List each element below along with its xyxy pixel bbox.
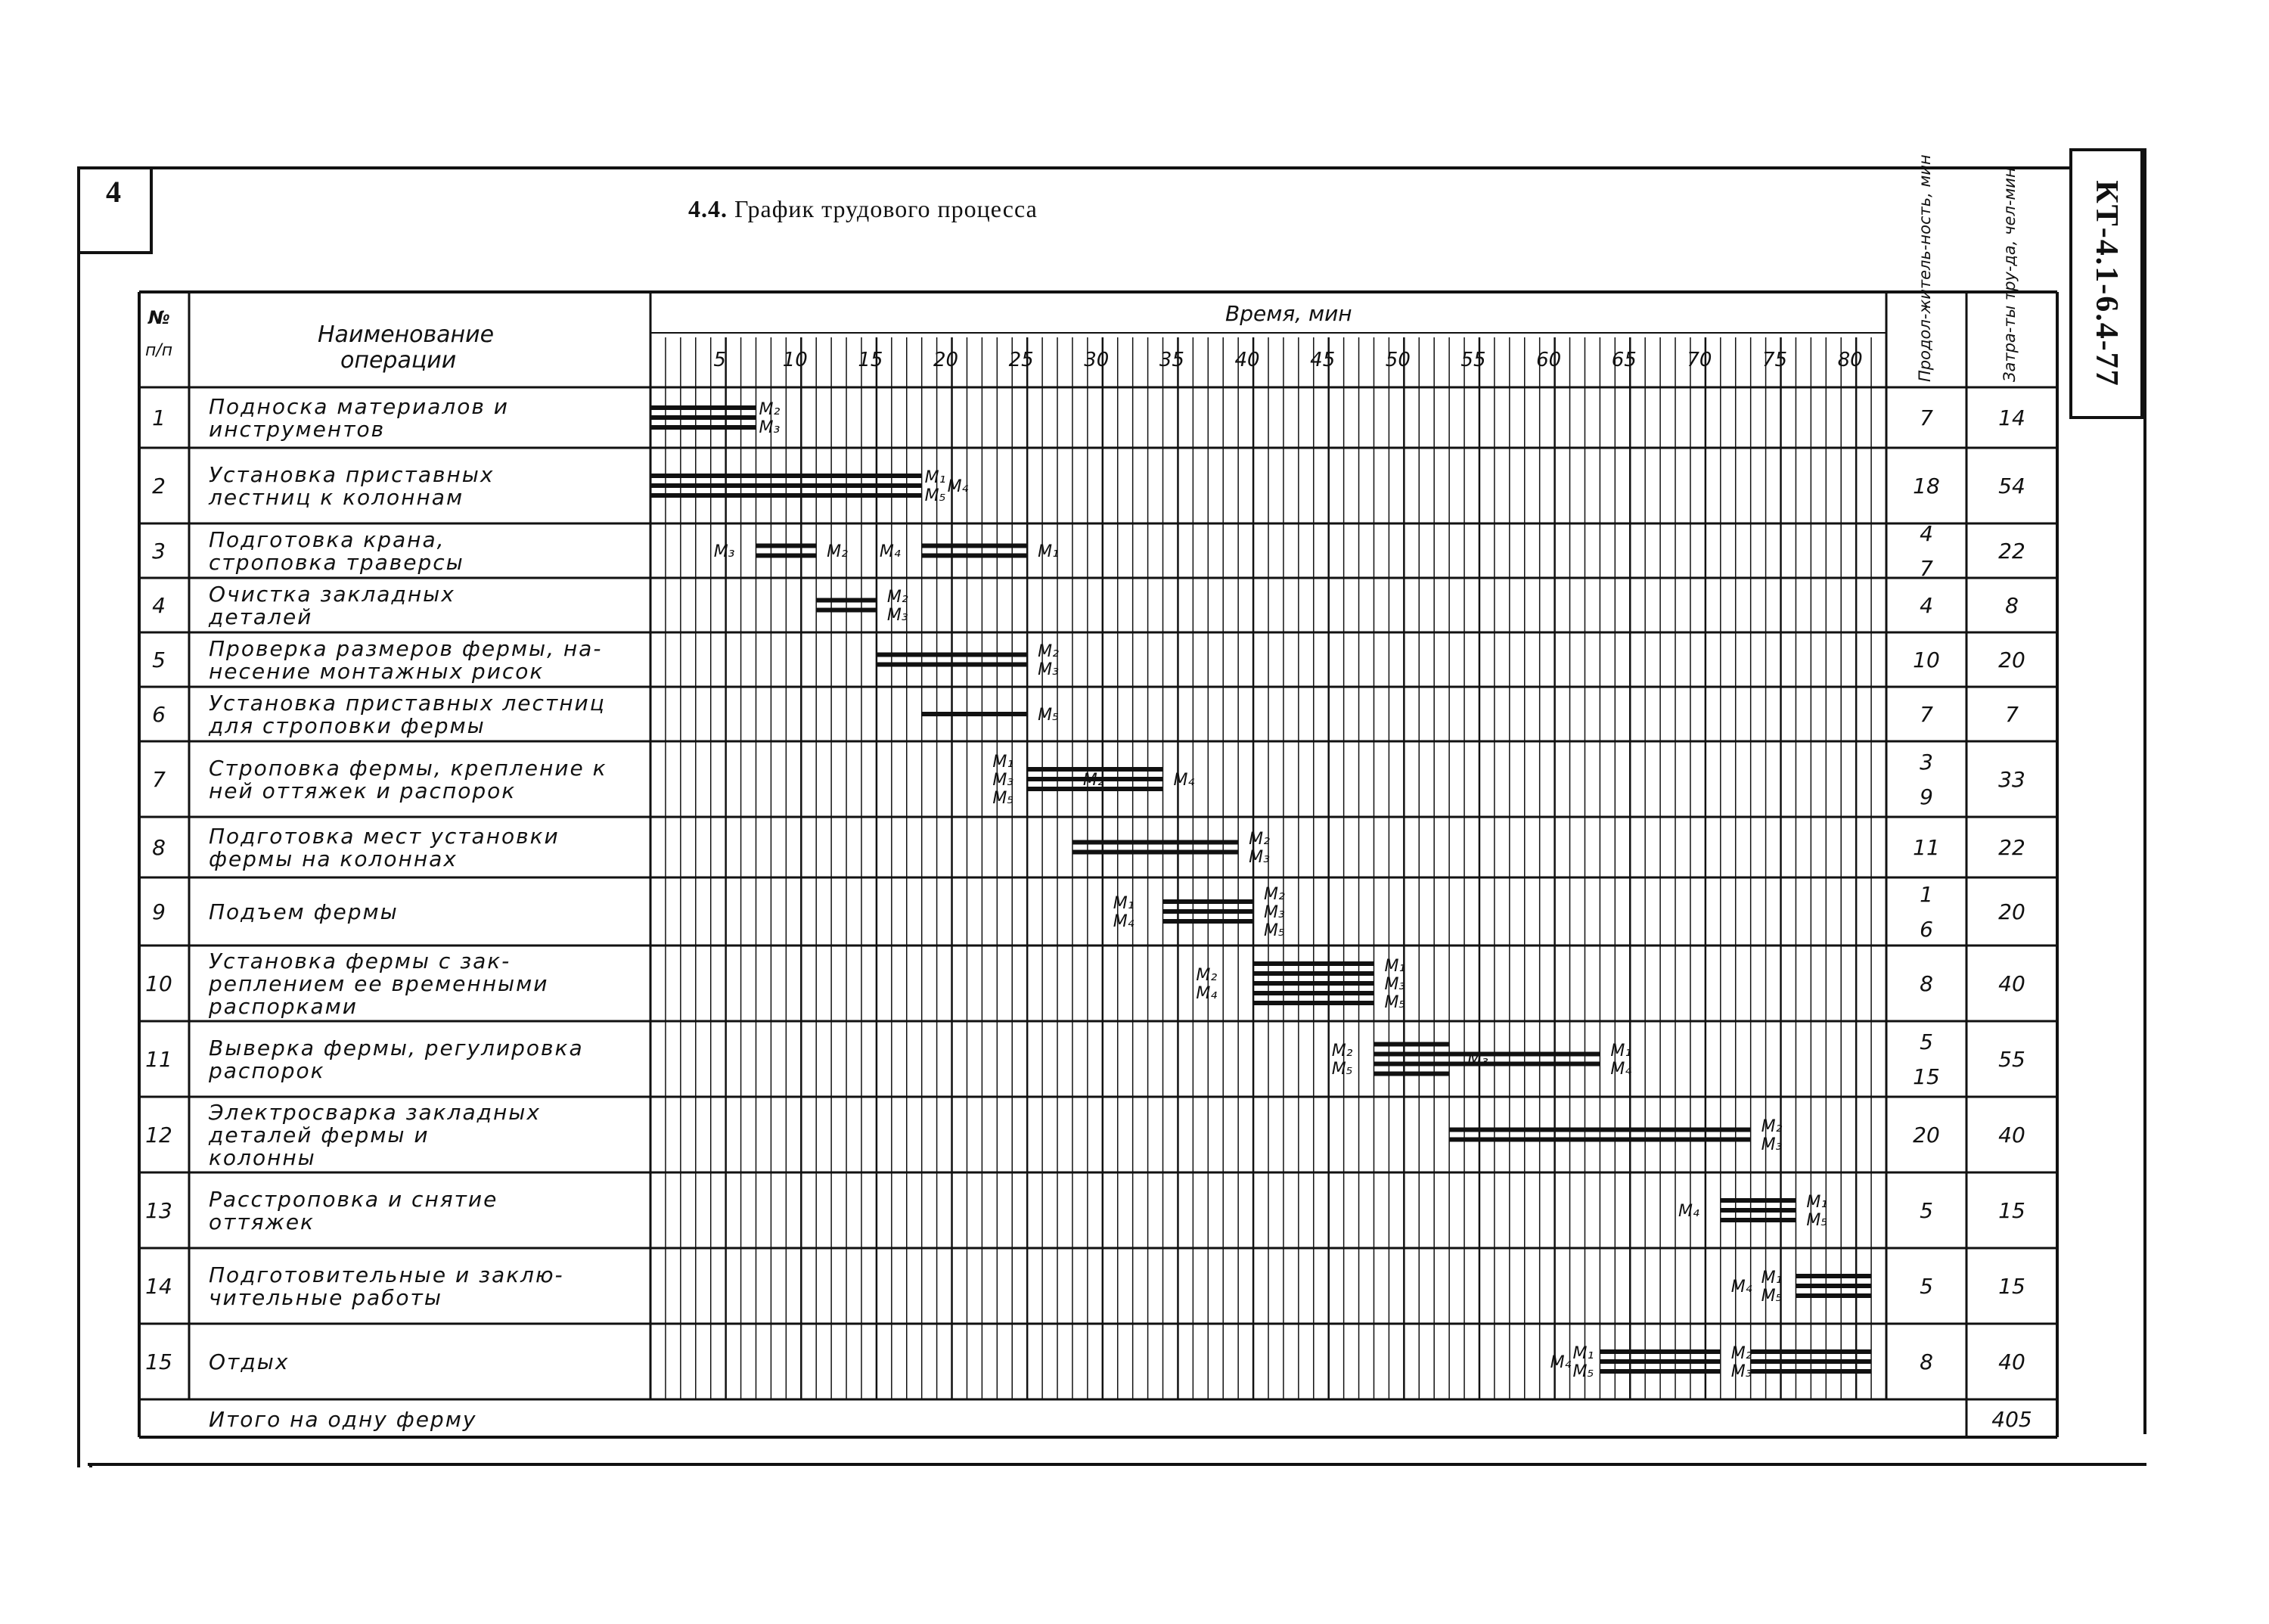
work-bar [877, 653, 1027, 657]
duration-value: 7 [1920, 702, 1933, 727]
work-bar [1253, 971, 1374, 976]
tick-label: 65 [1611, 349, 1637, 371]
worker-label: M₄ [947, 477, 969, 496]
total-label: Итого на одну ферму [209, 1407, 477, 1432]
worker-label: M₄ [1196, 984, 1218, 1003]
tick-label: 20 [933, 349, 959, 371]
labor-value: 40 [1998, 971, 2025, 996]
tick-label: 40 [1234, 349, 1260, 371]
worker-label: M₅ [1264, 921, 1285, 940]
header-name-line2: операции [340, 347, 457, 374]
worker-label: M₅ [1038, 706, 1059, 725]
worker-label: M₄ [1610, 1060, 1632, 1079]
work-bar [922, 544, 1027, 548]
work-bar [1721, 1198, 1796, 1203]
operation-name: Подноска материалов и [209, 394, 509, 419]
work-bar [1751, 1349, 1871, 1354]
operation-name: колонны [209, 1145, 316, 1170]
worker-label: M₅ [1384, 993, 1406, 1012]
operation-name: распорками [209, 994, 358, 1019]
operation-name: для строповки фермы [209, 713, 486, 738]
work-bar [650, 405, 756, 410]
worker-label: M₁ [1572, 1344, 1594, 1363]
worker-label: M₅ [992, 789, 1014, 808]
operation-name: Строповка фермы, крепление к [209, 756, 607, 781]
row-number: 1 [152, 405, 166, 430]
work-bar [1600, 1359, 1720, 1364]
operation-name: несение монтажных рисок [209, 659, 545, 684]
header-duration: Продол-житель-ность, мин [1916, 154, 1934, 382]
worker-label: M₂ [1082, 771, 1104, 790]
worker-label: M₂ [827, 542, 848, 561]
worker-label: M₅ [1331, 1060, 1353, 1079]
worker-label: M₁ [924, 468, 946, 487]
operation-name: Подготовительные и заклю- [209, 1262, 564, 1287]
duration-value: 4 [1920, 521, 1933, 546]
work-bar [1721, 1218, 1796, 1222]
operation-name: Подготовка мест установки [209, 824, 560, 849]
worker-label: M₁ [1806, 1193, 1828, 1212]
duration-value: 3 [1920, 750, 1933, 775]
tick-label: 30 [1084, 349, 1110, 371]
work-bar [650, 425, 756, 430]
operation-name: Установка приставных лестниц [209, 691, 606, 716]
operation-name: чительные работы [209, 1285, 442, 1310]
duration-value: 8 [1920, 1349, 1933, 1374]
labor-value: 15 [1998, 1274, 2025, 1299]
worker-label: M₂ [886, 588, 908, 607]
header-time-label: Время, мин [1225, 301, 1352, 326]
header-name-line1: Наименование [318, 321, 495, 348]
worker-label: M₃ [759, 418, 781, 437]
worker-label: M₁ [992, 753, 1014, 772]
duration-value: 11 [1913, 835, 1940, 860]
work-bar [650, 493, 922, 498]
duration-value: 6 [1920, 917, 1933, 942]
row-number: 4 [152, 593, 166, 618]
work-bar [1751, 1369, 1871, 1374]
operation-name: реплением ее временными [209, 971, 549, 996]
row-number: 14 [145, 1274, 172, 1299]
duration-value: 5 [1920, 1198, 1933, 1223]
tick-label: 25 [1008, 349, 1034, 371]
title-number: 4.4. [688, 195, 728, 222]
worker-label: M₄ [1678, 1202, 1699, 1221]
worker-label: M₁ [1761, 1268, 1783, 1287]
work-bar [1253, 1001, 1374, 1005]
work-bar [756, 554, 816, 558]
labor-value: 55 [1998, 1047, 2025, 1072]
worker-label: M₃ [1384, 975, 1406, 994]
row-number: 8 [152, 835, 166, 860]
labor-value: 7 [2005, 702, 2019, 727]
worker-label: M₃ [1761, 1135, 1783, 1154]
labor-value: 22 [1998, 835, 2025, 860]
labor-value: 40 [1998, 1349, 2025, 1374]
work-bar [1600, 1349, 1720, 1354]
row-number: 13 [145, 1198, 172, 1223]
duration-value: 7 [1920, 405, 1933, 430]
work-bar [1721, 1208, 1796, 1213]
duration-value: 1 [1920, 882, 1933, 907]
work-bar [1374, 1052, 1449, 1057]
work-bar [1253, 991, 1374, 995]
worker-label: M₃ [1264, 903, 1285, 922]
page-number: 4 [77, 169, 153, 254]
work-bar [1253, 961, 1374, 966]
worker-label: M₁ [1038, 542, 1059, 561]
worker-label: M₃ [1038, 660, 1059, 679]
labor-value: 54 [1998, 474, 2025, 498]
work-bar [922, 554, 1027, 558]
operation-name: Отдых [209, 1349, 290, 1374]
operation-name: Электросварка закладных [209, 1100, 541, 1125]
tick-label: 15 [858, 349, 883, 371]
work-bar [1072, 840, 1238, 845]
tick-label: 75 [1762, 349, 1788, 371]
row-number: 9 [152, 899, 166, 924]
work-bar [1374, 1062, 1449, 1067]
labor-value: 22 [1998, 539, 2025, 564]
operation-name: Расстроповка и снятие [209, 1187, 498, 1212]
total-labor: 405 [1991, 1407, 2032, 1432]
worker-label: M₃ [1249, 848, 1270, 867]
row-number: 6 [152, 702, 166, 727]
work-bar [1796, 1293, 1871, 1298]
operation-name: оттяжек [209, 1209, 315, 1234]
row-number: 12 [145, 1123, 172, 1147]
work-bar [1449, 1138, 1751, 1142]
worker-label: M₄ [1173, 771, 1195, 790]
work-bar [756, 544, 816, 548]
operation-name: Подготовка крана, [209, 527, 445, 552]
work-bar [1238, 919, 1253, 924]
work-bar [922, 712, 1027, 716]
labor-value: 33 [1998, 767, 2025, 792]
row-number: 7 [152, 767, 166, 792]
worker-label: M₂ [1249, 830, 1270, 849]
tick-label: 60 [1536, 349, 1562, 371]
operation-name: Проверка размеров фермы, на- [209, 636, 603, 661]
worker-label: M₃ [1730, 1362, 1752, 1381]
worker-label: M₁ [1610, 1042, 1632, 1060]
worker-label: M₂ [1038, 642, 1059, 661]
operation-name: деталей фермы и [209, 1123, 430, 1147]
header-num: № [148, 307, 170, 328]
work-bar [816, 608, 877, 613]
duration-value: 18 [1913, 474, 1940, 498]
work-bar [1796, 1284, 1871, 1288]
work-bar [1238, 899, 1253, 904]
row-number: 10 [145, 971, 172, 996]
worker-label: M₂ [1730, 1344, 1752, 1363]
worker-label: M₄ [1730, 1278, 1752, 1296]
row-number: 3 [152, 539, 166, 564]
labor-value: 20 [1998, 647, 2025, 672]
tick-label: 10 [782, 349, 808, 371]
worker-label: M₂ [1761, 1117, 1783, 1136]
work-bar [650, 415, 756, 420]
tick-label: 80 [1837, 349, 1863, 371]
duration-value: 4 [1920, 593, 1933, 618]
worker-label: M₄ [879, 542, 901, 561]
document-code: КТ-4.1-6.4-77 [2089, 180, 2124, 387]
worker-label: M₄ [1550, 1353, 1572, 1372]
duration-value: 5 [1920, 1274, 1933, 1299]
worker-label: M₃ [886, 606, 908, 625]
tick-label: 50 [1385, 349, 1411, 371]
duration-value: 5 [1920, 1029, 1933, 1054]
labor-value: 15 [1998, 1198, 2025, 1223]
row-number: 2 [152, 474, 166, 498]
work-bar [1238, 909, 1253, 914]
duration-value: 15 [1913, 1064, 1940, 1089]
work-bar [1163, 919, 1239, 924]
operation-name: Установка фермы с зак- [209, 949, 511, 973]
operation-name: инструментов [209, 417, 386, 442]
worker-label: M₂ [1264, 885, 1285, 904]
work-bar [1163, 899, 1239, 904]
work-bar [1163, 909, 1239, 914]
header-labor: Затра-ты тру-да, чел-мин [2001, 167, 2019, 382]
work-bar [650, 474, 922, 478]
duration-value: 10 [1913, 647, 1940, 672]
work-bar [1796, 1274, 1871, 1278]
worker-label: M₂ [759, 400, 781, 419]
labor-value: 8 [2005, 593, 2019, 618]
work-bar [650, 483, 922, 488]
operation-name: Установка приставных [209, 462, 495, 487]
worker-label: M₅ [1806, 1211, 1828, 1230]
header-num-sub: п/п [145, 341, 173, 360]
operation-name: Очистка закладных [209, 582, 455, 607]
operation-name: Подъем фермы [209, 899, 399, 924]
worker-label: M₃ [992, 771, 1014, 790]
labor-value: 20 [1998, 899, 2025, 924]
work-bar [1374, 1042, 1449, 1047]
work-bar [1072, 850, 1238, 855]
row-number: 5 [152, 647, 166, 672]
labor-value: 40 [1998, 1123, 2025, 1147]
work-bar [1253, 981, 1374, 986]
tick-label: 55 [1460, 349, 1486, 371]
work-bar [1600, 1369, 1720, 1374]
work-bar [1449, 1128, 1751, 1132]
worker-label: M₃ [1467, 1051, 1488, 1070]
row-number: 11 [145, 1047, 172, 1072]
operation-name: деталей [209, 604, 313, 629]
duration-value: 7 [1920, 556, 1933, 581]
worker-label: M₂ [1196, 966, 1218, 985]
tick-label: 35 [1159, 349, 1184, 371]
duration-value: 8 [1920, 971, 1933, 996]
worker-label: M₁ [1384, 957, 1406, 976]
operation-name: распорок [209, 1058, 325, 1083]
worker-label: M₅ [924, 486, 946, 505]
labor-value: 14 [1998, 405, 2025, 430]
duration-value: 20 [1913, 1123, 1940, 1147]
worker-label: M₁ [1113, 894, 1134, 913]
worker-label: M₄ [1113, 912, 1134, 931]
worker-label: M₅ [1572, 1362, 1594, 1381]
operation-name: строповка траверсы [209, 550, 464, 575]
duration-value: 9 [1920, 784, 1933, 809]
work-bar [1374, 1072, 1449, 1076]
worker-label: M₃ [713, 542, 735, 561]
tick-label: 70 [1687, 349, 1712, 371]
worker-label: M₂ [1331, 1042, 1353, 1060]
row-number: 15 [145, 1349, 172, 1374]
work-bar [816, 598, 877, 603]
work-bar [877, 663, 1027, 667]
operation-name: Выверка фермы, регулировка [209, 1036, 584, 1060]
operation-name: лестниц к колоннам [209, 485, 464, 510]
tick-label: 45 [1310, 349, 1336, 371]
operation-name: ней оттяжек и распорок [209, 778, 517, 803]
title-text: График трудового процесса [734, 195, 1038, 222]
worker-label: M₅ [1761, 1287, 1783, 1306]
operation-name: фермы на колоннах [209, 846, 458, 871]
work-bar [1751, 1359, 1871, 1364]
tick-label: 5 [713, 349, 726, 371]
